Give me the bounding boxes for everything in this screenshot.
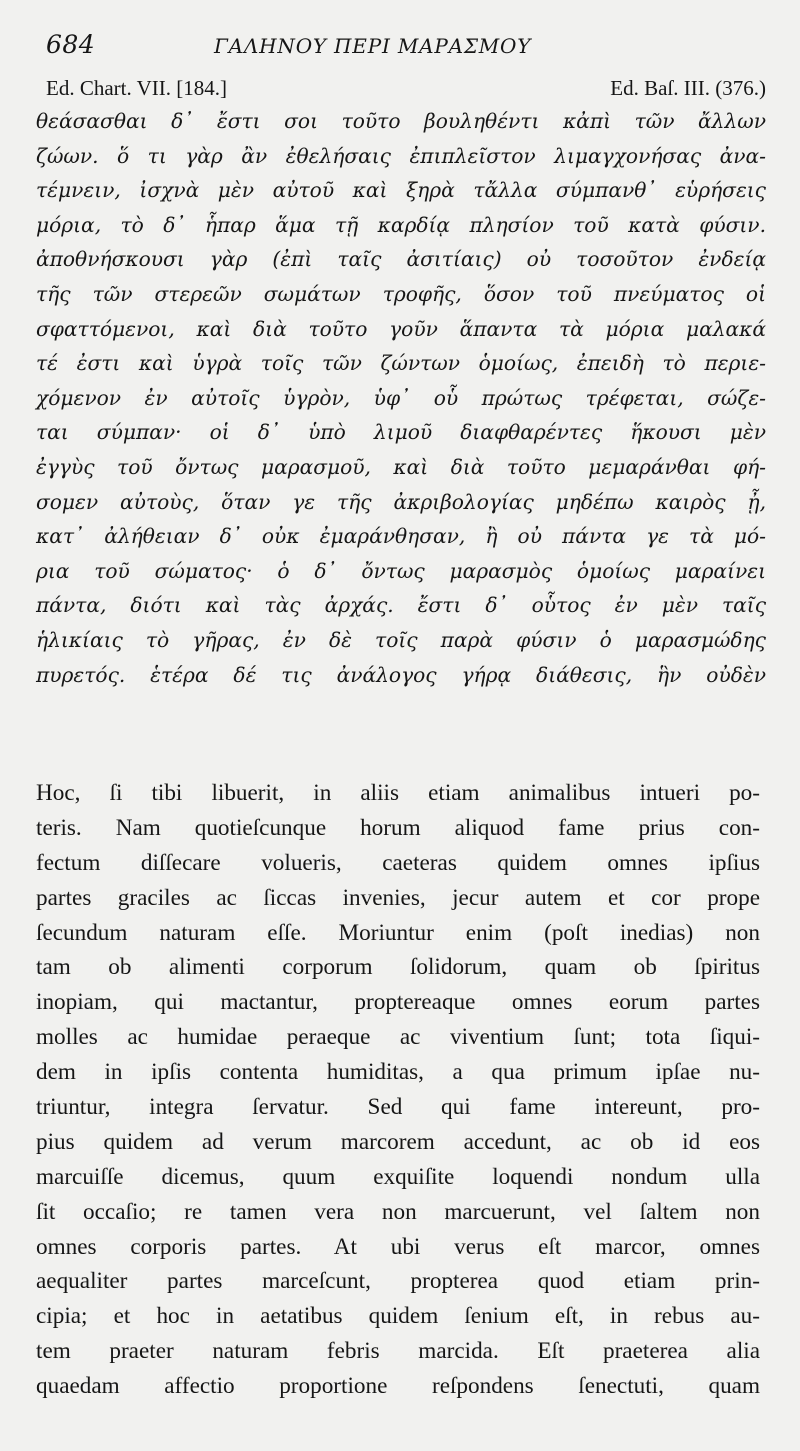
latin-line: cipia; et hoc in aetatibus quidem ſenium eſt, in rebus au- [36,1303,760,1330]
greek-line: τέ ἐστι καὶ ὑγρὰ τοῖς τῶν ζώντων ὁμοίως, ἐπειδὴ τὸ περιε- [36,351,766,376]
greek-line: χόμενον ἐν αὐτοῖς ὑγρὸν, ὑφ᾽ οὗ πρώτως τρέφεται, σώζε- [36,385,766,410]
greek-line: σομεν αὐτοὺς, ὅταν γε τῆς ἀκριβολογίας μηδέπω καιρὸς ᾖ, [36,489,766,514]
latin-line: tem praeter naturam febris marcida. Eſt praeterea alia [36,1338,760,1365]
latin-line: molles ac humidae peraeque ac viventium ſunt; tota ſiqui- [36,1024,760,1051]
latin-line: partes graciles ac ſiccas invenies, jecur autem et cor prope [36,884,760,911]
edition-chartier: Ed. Chart. VII. [184.] [46,76,227,100]
page-number: 684 [46,30,96,59]
latin-line: teris. Nam quotieſcunque horum aliquod fame prius con- [36,814,760,841]
latin-line: ſit occaſio; re tamen vera non marcuerunt, vel ſaltem non [36,1198,760,1225]
latin-line: Hoc, ſi tibi libuerit, in aliis etiam animalibus intueri po- [36,780,760,806]
greek-line: σφαττόμενοι, καὶ διὰ τοῦτο γοῦν ἅπαντα τὰ μόρια μαλακά [36,316,766,341]
greek-line: τέμνειν, ἰσχνὰ μὲν αὐτοῦ καὶ ξηρὰ τἄλλα σύμπανθ᾽ εὑρήσεις [36,178,766,203]
latin-line: marcuiſſe dicemus, quum exquiſite loquendi nondum ulla [36,1163,760,1190]
greek-line: ἐγγὺς τοῦ ὄντως μαρασμοῦ, καὶ διὰ τοῦτο μεμαράνθαι φή- [36,454,766,479]
latin-line: omnes corporis partes. At ubi verus eſt marcor, omnes [36,1233,760,1260]
latin-line: fectum diſſecare volueris, caeteras quidem omnes ipſius [36,849,760,876]
greek-line: ἡλικίαις τὸ γῆρας, ἐν δὲ τοῖς παρὰ φύσιν ὁ μαρασμώδης [36,627,766,652]
greek-line: ζώων. ὅ τι γὰρ ἂν ἐθελήσαις ἐπιπλεῖστον λιμαγχονήσας ἀνα- [36,143,766,168]
edition-basel: Ed. Baſ. III. (376.) [610,76,766,100]
latin-line: triuntur, integra ſervatur. Sed qui fame intereunt, pro- [36,1094,760,1121]
greek-line: κατ᾽ ἀλήθειαν δ᾽ οὐκ ἐμαράνθησαν, ἢ οὐ πάντα γε τὰ μό- [36,524,766,549]
greek-line: ἀποθνήσκουσι γὰρ (ἐπὶ ταῖς ἀσιτίαις) οὐ τοσοῦτον ἐνδείᾳ [36,247,766,272]
greek-line: πάντα, διότι καὶ τὰς ἀρχάς. ἔστι δ᾽ οὗτος ἐν μὲν ταῖς [36,593,766,618]
latin-line: pius quidem ad verum marcorem accedunt, ac ob id eos [36,1128,760,1155]
latin-line: ſecundum naturam eſſe. Moriuntur enim (poſt inedias) non [36,919,760,946]
greek-line: ται σύμπαν· οἱ δ᾽ ὑπὸ λιμοῦ διαφθαρέντες ἥκουσι μὲν [36,420,766,445]
latin-line: tam ob alimenti corporum ſolidorum, quam ob ſpiritus [36,954,760,981]
latin-line: aequaliter partes marceſcunt, propterea quod etiam prin- [36,1268,760,1295]
greek-text [36,104,766,692]
page-header [46,30,766,70]
edition-references [46,76,766,104]
running-title: ΓΑΛΗΝΟΥ ΠΕΡΙ ΜΑΡΑΣΜΟΥ [214,34,532,58]
greek-line: πυρετός. ἑτέρα δέ τις ἀνάλογος γήρᾳ διάθεσις, ἣν οὐδὲν [36,662,766,687]
latin-translation [36,776,760,1404]
greek-line: μόρια, τὸ δ᾽ ἧπαρ ἅμα τῇ καρδίᾳ πλησίον τοῦ κατὰ φύσιν. [36,212,766,237]
greek-line: τῆς τῶν στερεῶν σωμάτων τροφῆς, ὅσον τοῦ πνεύματος οἱ [36,281,766,306]
latin-line: dem in ipſis contenta humiditas, a qua primum ipſae nu- [36,1059,760,1086]
latin-line: quaedam affectio proportione reſpondens ſenectuti, quam [36,1373,760,1400]
greek-line: θεάσασθαι δ᾽ ἔστι σοι τοῦτο βουληθέντι κἀπὶ τῶν ἄλλων [36,109,766,133]
latin-line: inopiam, qui mactantur, proptereaque omnes eorum partes [36,989,760,1016]
greek-line: ρια τοῦ σώματος· ὁ δ᾽ ὄντως μαρασμὸς ὁμοίως μαραίνει [36,558,766,583]
